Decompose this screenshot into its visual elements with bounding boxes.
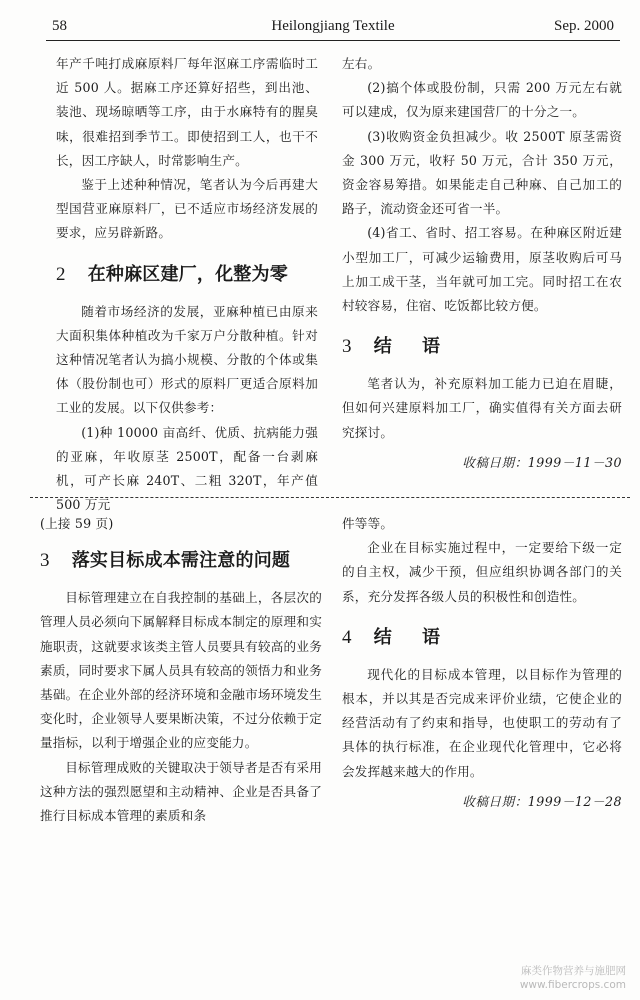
issue-date: Sep. 2000 bbox=[554, 18, 614, 34]
top-article-left-column bbox=[56, 52, 318, 517]
section-number: 2 bbox=[56, 263, 66, 285]
paragraph: (2)搞个体或股份制，只需 200 万元左右就可以建成，仅为原来建国营厂的十分之一。 bbox=[342, 80, 622, 120]
continued-from-note: (上接 59 页) bbox=[40, 516, 114, 531]
paragraph: 年产千吨打成麻原料厂每年沤麻工序需临时工近 500 人。据麻工序还算好招些，到出池、装池、现场晾晒等工序，由于水麻特有的腥臭味，很难招到季节工。即使招到工人，也干不长，因工序缺人，时常影响生产。 bbox=[56, 56, 318, 168]
received-date: 收稿日期：1999－11－30 bbox=[462, 454, 622, 470]
paragraph: 企业在目标实施过程中，一定要给下级一定的自主权，减少干预，但应组织协调各部门的关系，充分发挥各级人员的积极性和创造性。 bbox=[342, 540, 622, 604]
paragraph: (1)种 10000 亩高纤、优质、抗病能力强的亚麻，年收原茎 2500T，配备一台剥麻机，可产长麻 240T、二粗 320T，年产值 500 万元 bbox=[56, 424, 318, 513]
bottom-article-left-column bbox=[40, 512, 322, 828]
paragraph: 现代化的目标成本管理，以目标作为管理的根本，并以其是否完成来评价业绩，它使企业的经营活动有了约束和指导，也使职工的劳动有了具体的执行标准，在企业现代化管理中，它必将会发挥越来越大的作用。 bbox=[342, 666, 622, 779]
section-number: 3 bbox=[342, 336, 352, 358]
section-number: 4 bbox=[342, 626, 352, 648]
section-heading bbox=[56, 260, 318, 290]
site-watermark bbox=[520, 964, 626, 992]
paragraph: 目标管理建立在自我控制的基础上，各层次的管理人员必须向下属解释目标成本制定的原理和实施职责，这就要求该类主管人员要具有较高的业务素质，同时要求下属人员具有较高的领悟力和业务基础。在企业外部的经济环境和金融市场环境发生变化时，企业领导人要果断决策，不过分依赖于定量指标，以利于增强企业的应变能力。 bbox=[40, 590, 322, 751]
bottom-article-right-column bbox=[342, 512, 622, 814]
paragraph: 随着市场经济的发展，亚麻种植已由原来大面积集体种植改为千家万户分散种植。针对这种情况笔者认为搞小规模、分散的个体或集体（股份制也可）形式的原料厂更适合原料加工业的发展。以下仅供参考： bbox=[56, 303, 318, 416]
page-number: 58 bbox=[52, 18, 67, 34]
top-article-right-column bbox=[342, 52, 622, 475]
section-title: 结 语 bbox=[373, 336, 452, 358]
section-heading bbox=[342, 623, 622, 653]
section-number: 3 bbox=[40, 550, 50, 572]
section-title: 结 语 bbox=[373, 626, 452, 648]
watermark-line: 麻类作物营养与施肥网 bbox=[521, 965, 626, 977]
received-date: 收稿日期：1999－12－28 bbox=[462, 793, 622, 809]
paragraph: (4)省工、省时、招工容易。在种麻区附近建小型加工厂，可减少运输费用，原茎收购后可马上加工成干茎，当年就可加工完。同时招工在农村较容易，住宿、吃饭都比较方便。 bbox=[342, 225, 622, 314]
paragraph: 笔者认为，补充原料加工能力已迫在眉睫，但如何兴建原料加工厂，确实值得有关方面去研究探讨。 bbox=[342, 376, 622, 440]
journal-title: Heilongjiang Textile bbox=[271, 18, 395, 34]
paragraph: 件等等。 bbox=[342, 516, 394, 531]
section-heading bbox=[40, 546, 322, 576]
paragraph: (3)收购资金负担减少。收 2500T 原茎需资金 300 万元，收籽 50 万元，合计 350 万元，资金容易筹措。如果能走自己种麻、自己加工的路子，流动资金还可省一半。 bbox=[342, 128, 622, 217]
paragraph: 鉴于上述种种情况，笔者认为今后再建大型国营亚麻原料厂，已不适应市场经济发展的要求，应另辟新路。 bbox=[56, 177, 318, 241]
paragraph: 目标管理成败的关键取决于领导者是否有采用这种方法的强烈愿望和主动精神、企业是否具备了推行目标成本管理的素质和条 bbox=[40, 759, 322, 824]
section-title: 落实目标成本需注意的问题 bbox=[71, 550, 291, 572]
article-divider bbox=[30, 497, 630, 498]
section-title: 在种麻区建厂，化整为零 bbox=[87, 263, 288, 285]
section-heading bbox=[342, 332, 622, 362]
page-header bbox=[46, 14, 620, 41]
paragraph: 左右。 bbox=[342, 56, 381, 71]
watermark-url: www.fibercrops.com bbox=[519, 979, 626, 991]
